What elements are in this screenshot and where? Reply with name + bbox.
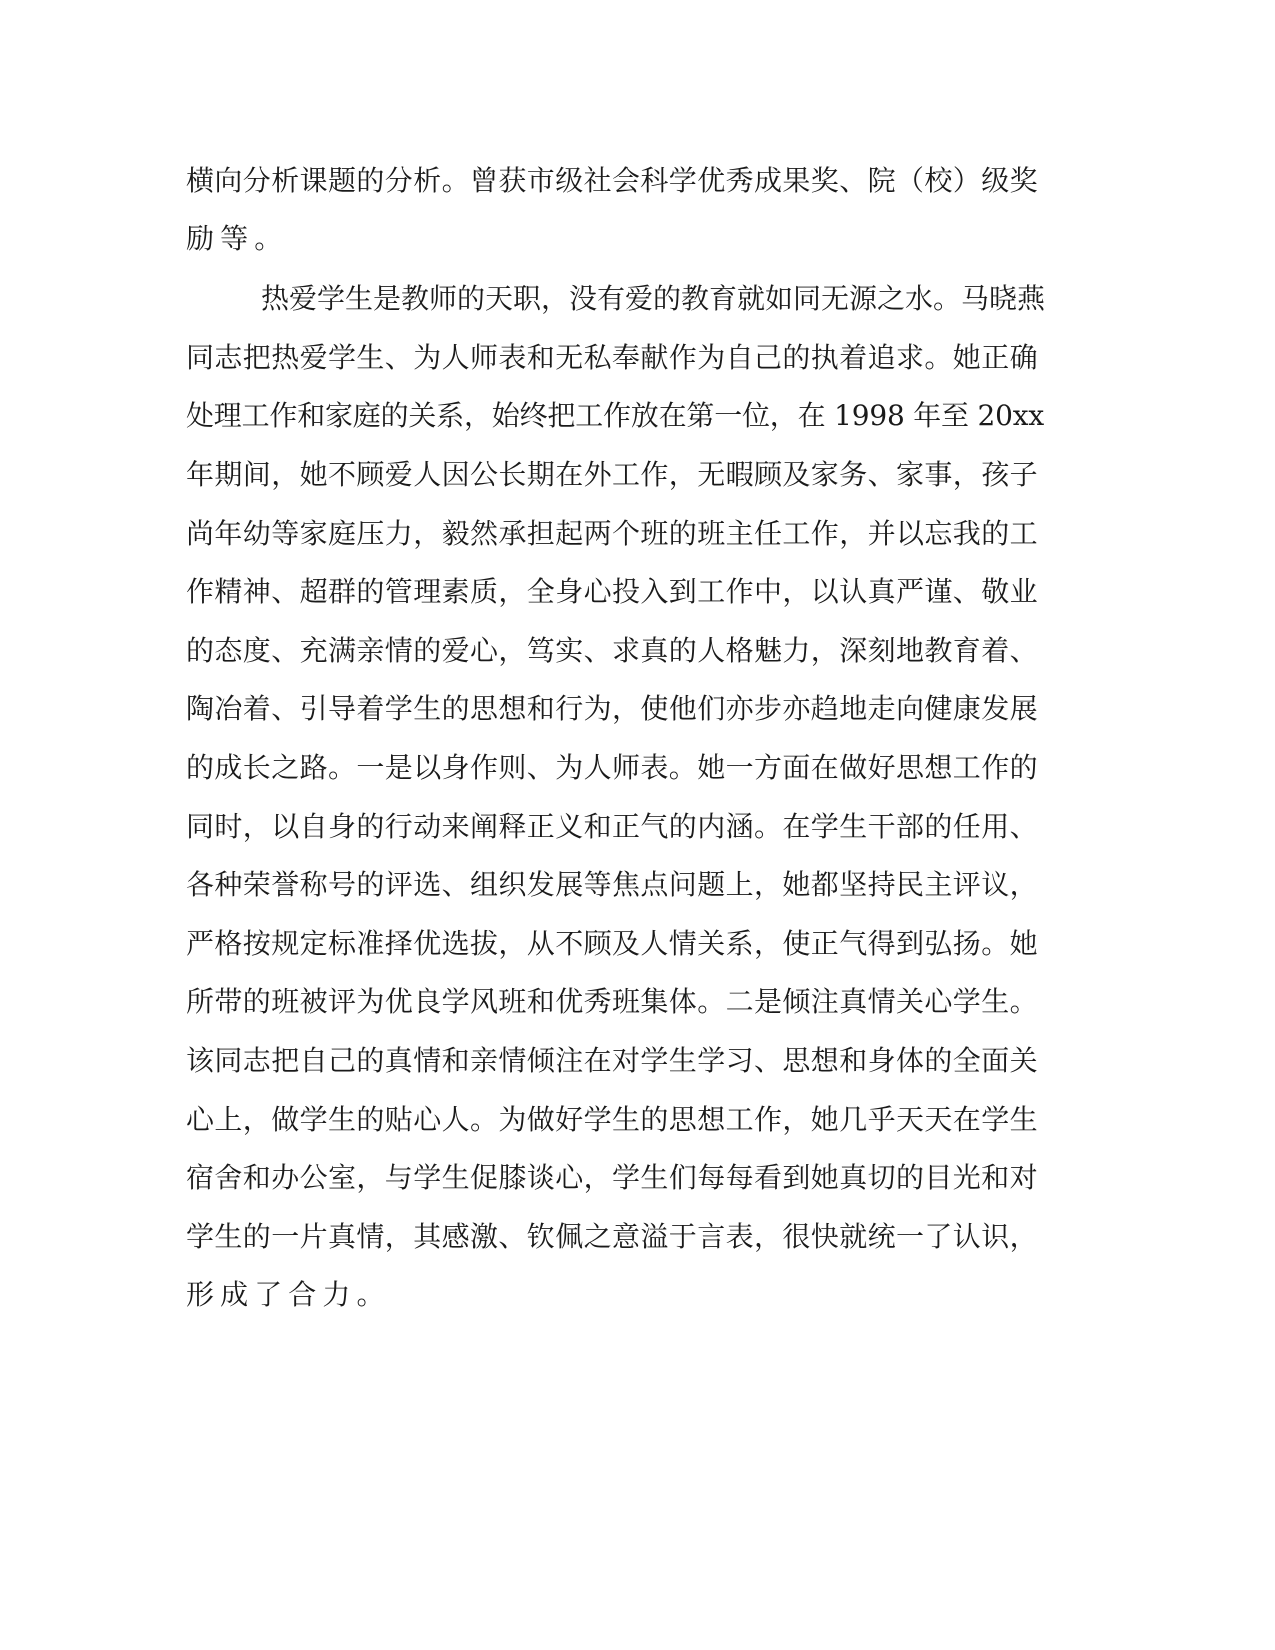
text-line: 的态度、充满亲情的爱心，笃实、求真的人格魅力，深刻地教育着、: [186, 634, 1039, 667]
text-line: 宿舍和办公室，与学生促膝谈心，学生们每每看到她真切的目光和对: [186, 1161, 1039, 1194]
text-line: 该同志把自己的真情和亲情倾注在对学生学习、思想和身体的全面关: [186, 1044, 1039, 1077]
text-line: 同志把热爱学生、为人师表和无私奉献作为自己的执着追求。她正确: [186, 341, 1039, 374]
text-line: 同时，以自身的行动来阐释正义和正气的内涵。在学生干部的任用、: [186, 810, 1039, 843]
text-line: 形成了合力。: [186, 1278, 391, 1311]
text-line: 所带的班被评为优良学风班和优秀班集体。二是倾注真情关心学生。: [186, 985, 1039, 1018]
text-line: 各种荣誉称号的评选、组织发展等焦点问题上，她都坚持民主评议，: [186, 868, 1039, 901]
text-line: 尚年幼等家庭压力，毅然承担起两个班的班主任工作，并以忘我的工: [186, 517, 1039, 550]
text-line: 陶冶着、引导着学生的思想和行为，使他们亦步亦趋地走向健康发展: [186, 692, 1039, 725]
paragraph-first-line: 热爱学生是教师的天职，没有爱的教育就如同无源之水。马晓燕: [261, 282, 1046, 315]
text-line: 学生的一片真情，其感激、钦佩之意溢于言表，很快就统一了认识，: [186, 1220, 1039, 1253]
text-line: 励等。: [186, 222, 289, 255]
text-line: 严格按规定标准择优选拔，从不顾及人情关系，使正气得到弘扬。她: [186, 927, 1039, 960]
text-line: 年期间，她不顾爱人因公长期在外工作，无暇顾及家务、家事，孩子: [186, 458, 1039, 491]
text-line: 处理工作和家庭的关系，始终把工作放在第一位，在 1998 年至 20xx: [186, 399, 1044, 432]
text-line: 的成长之路。一是以身作则、为人师表。她一方面在做好思想工作的: [186, 751, 1039, 784]
text-line: 心上，做学生的贴心人。为做好学生的思想工作，她几乎天天在学生: [186, 1103, 1039, 1136]
text-line: 横向分析课题的分析。曾获市级社会科学优秀成果奖、院（校）级奖: [186, 164, 1039, 197]
text-line: 作精神、超群的管理素质，全身心投入到工作中，以认真严谨、敬业: [186, 575, 1039, 608]
